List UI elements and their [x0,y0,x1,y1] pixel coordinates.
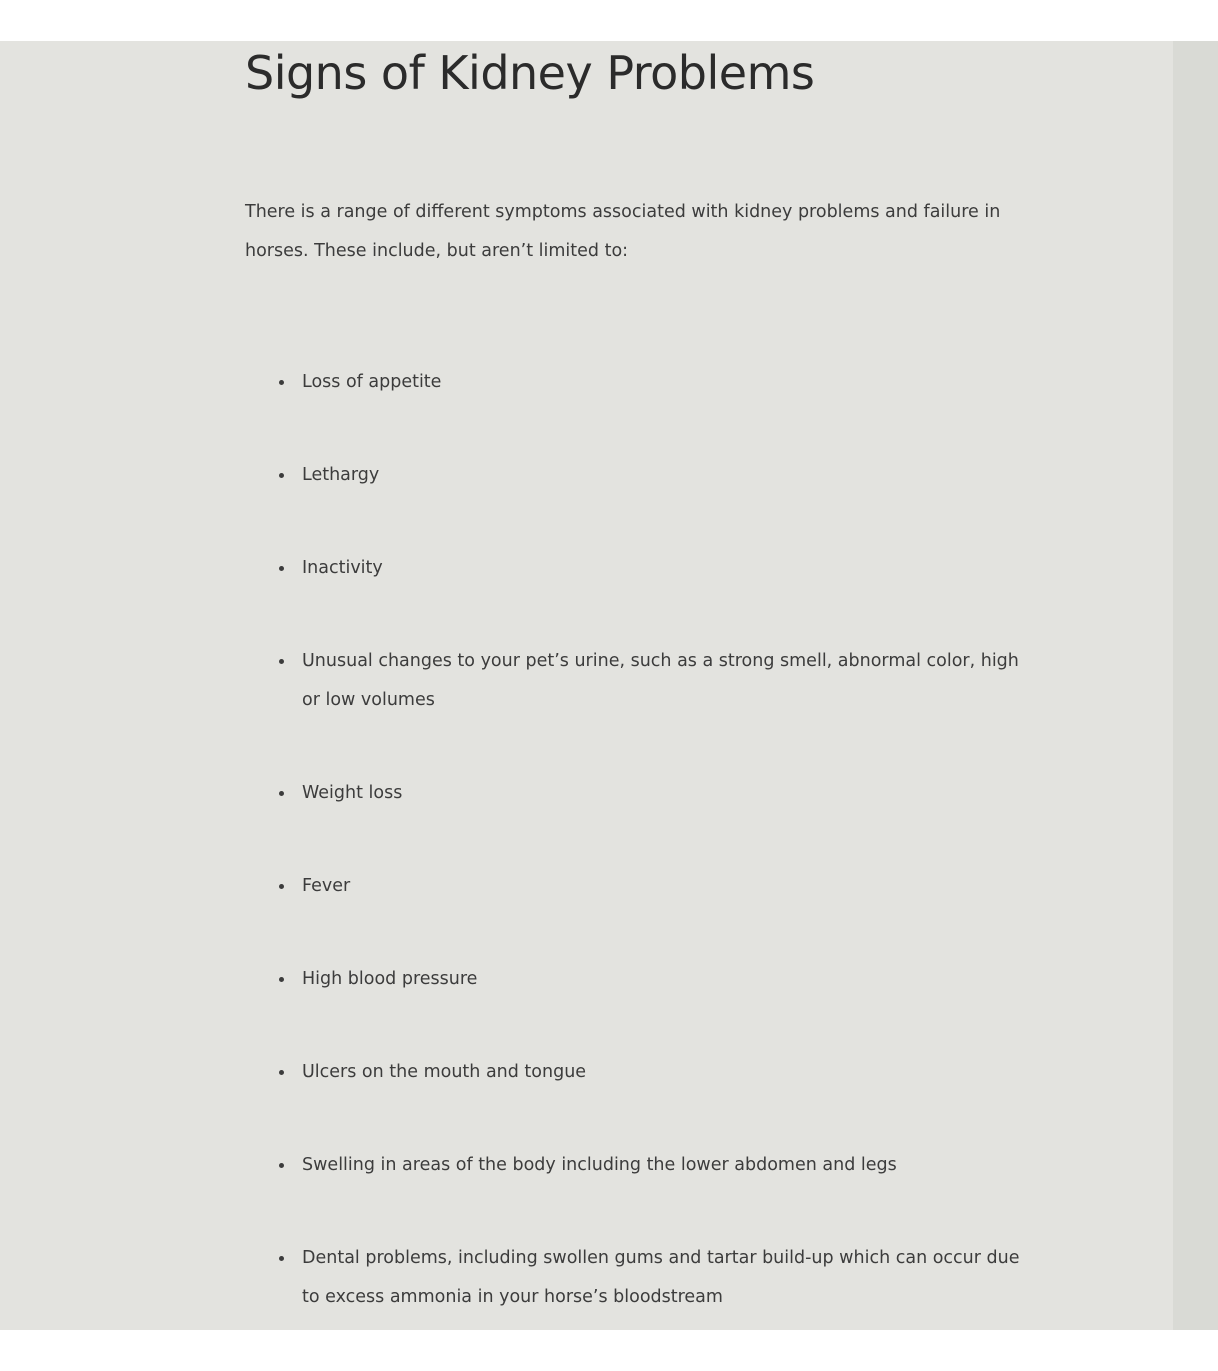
symptom-item: Unusual changes to your pet’s urine, such as a strong smell, abnormal color, high or low volumes [245,642,1025,720]
symptom-item: Ulcers on the mouth and tongue [245,1053,1025,1092]
page-title: Signs of Kidney Problems [245,46,815,100]
symptom-item: Weight loss [245,774,1025,813]
symptom-item: High blood pressure [245,960,1025,999]
symptom-item: Swelling in areas of the body including the lower abdomen and legs [245,1146,1025,1185]
intro-paragraph: There is a range of different symptoms associated with kidney problems and failure in horses. These include, but aren’t limited to: [245,202,1001,261]
right-rail [1173,41,1218,1330]
article [245,41,1025,1307]
symptom-list [245,363,1025,1371]
symptom-item: Inactivity [245,549,1025,588]
symptom-item: Fever [245,867,1025,906]
symptom-item: Lethargy [245,456,1025,495]
symptom-item: Dental problems, including swollen gums and tartar build-up which can occur due to excess ammonia in your horse’s bloodstream [245,1239,1025,1317]
top-strip [0,0,1218,41]
symptom-item: Loss of appetite [245,363,1025,402]
